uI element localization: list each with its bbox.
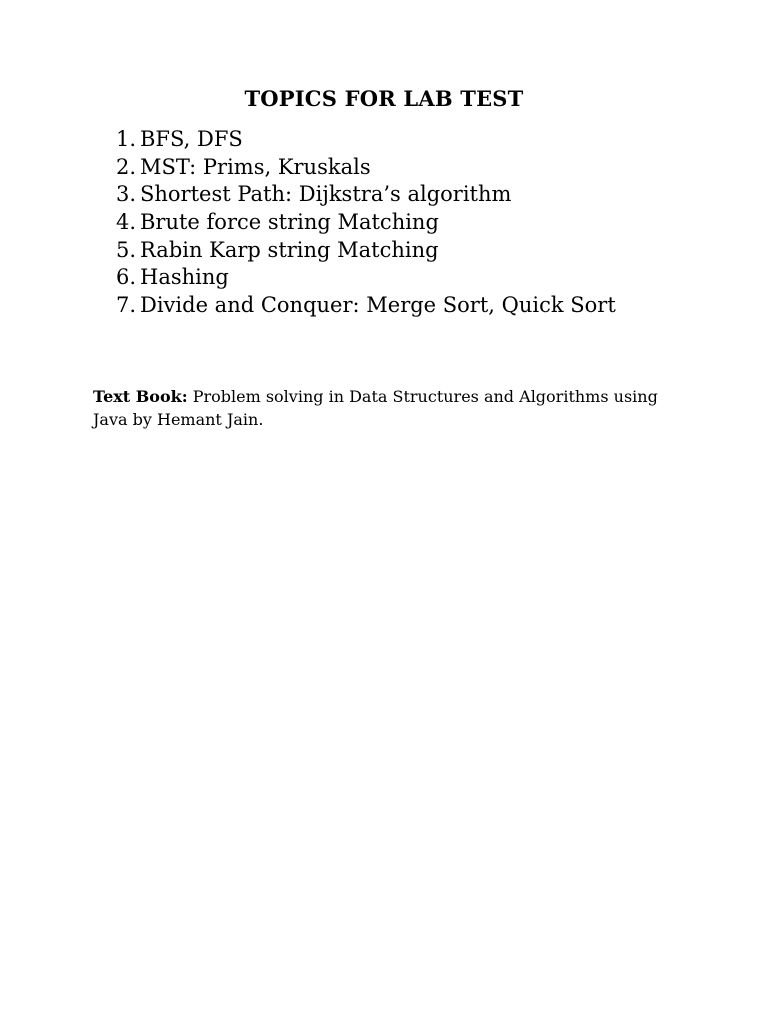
list-item-number: 7. [116,293,137,318]
list-item [116,292,616,320]
list-item-number: 4. [116,210,137,235]
list-item [116,126,616,154]
textbook-text: Problem solving in Data Structures and Algorithms using Java by Hemant Jain. [93,387,658,429]
textbook-reference [93,385,693,431]
list-item-text: Shortest Path: Dijkstra’s algorithm [140,182,512,207]
list-item-text: Rabin Karp string Matching [140,237,439,262]
list-item-number: 2. [116,154,137,179]
page-title: TOPICS FOR LAB TEST [244,86,524,111]
list-item-number: 1. [116,127,137,151]
list-item [116,264,616,292]
list-item-number: 5. [116,237,137,262]
list-item-text: MST: Prims, Kruskals [140,154,371,179]
list-item-text: BFS, DFS [140,127,243,151]
list-item-text: Hashing [140,265,229,290]
list-item-text: Brute force string Matching [140,210,439,235]
list-item-number: 6. [116,265,137,290]
list-item [116,237,616,265]
list-item [116,154,616,182]
list-item [116,181,616,209]
list-item-text: Divide and Conquer: Merge Sort, Quick Sort [140,293,616,318]
list-item [116,209,616,237]
list-item-number: 3. [116,182,137,207]
textbook-label: Text Book: [93,387,188,406]
topics-list [116,126,616,320]
